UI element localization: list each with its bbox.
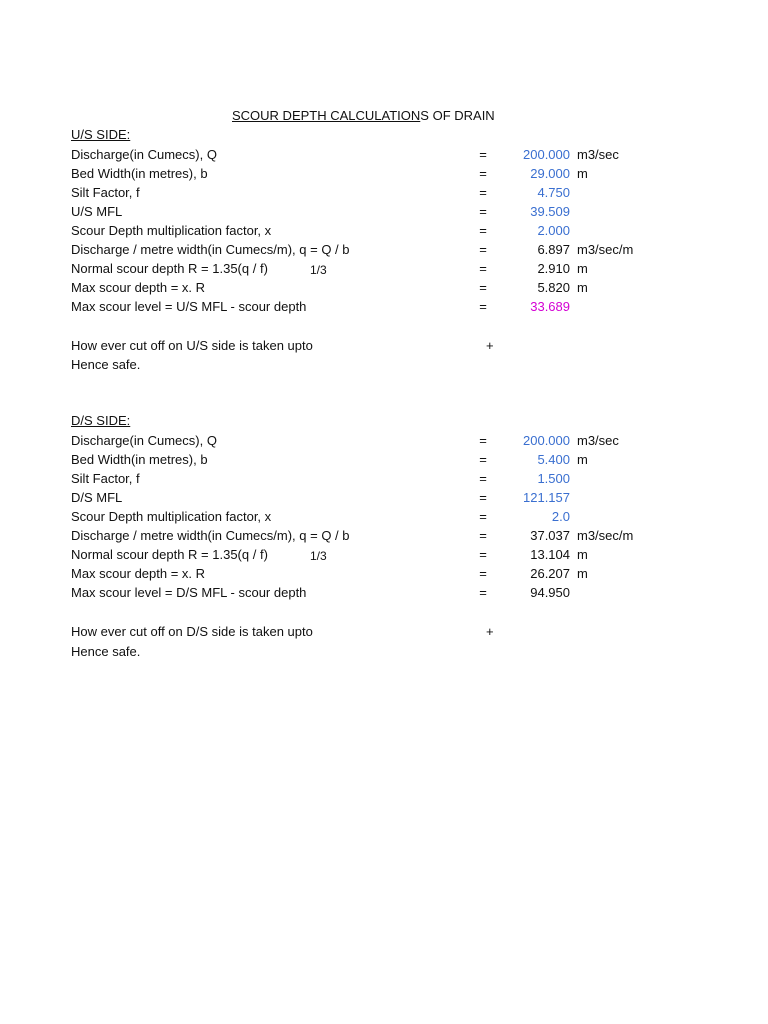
row-value: 33.689 (530, 299, 570, 314)
row-unit: m (577, 261, 588, 276)
row-unit: m (577, 566, 588, 581)
row-value: 200.000 (523, 433, 570, 448)
row-equals: = (479, 185, 487, 200)
row-value: 39.509 (530, 204, 570, 219)
row-exponent: 1/3 (310, 263, 327, 277)
us-row-bed-width (0, 164, 768, 183)
row-value: 121.157 (523, 490, 570, 505)
ds-row-max-scour-depth (0, 564, 768, 583)
row-equals: = (479, 166, 487, 181)
row-value: 4.750 (537, 185, 570, 200)
us-row-mfl (0, 202, 768, 221)
ds-safe-line (0, 642, 768, 661)
row-exponent: 1/3 (310, 549, 327, 563)
row-equals: = (479, 147, 487, 162)
row-value: 13.104 (530, 547, 570, 562)
row-value: 200.000 (523, 147, 570, 162)
row-unit: m (577, 452, 588, 467)
row-unit: m (577, 280, 588, 295)
row-label: Silt Factor, f (71, 185, 140, 200)
row-equals: = (479, 223, 487, 238)
row-value: 5.820 (537, 280, 570, 295)
title-underlined: SCOUR DEPTH CALCULATION (232, 108, 421, 123)
row-label: Max scour level = D/S MFL - scour depth (71, 585, 307, 600)
us-cutoff-line (0, 336, 768, 355)
row-value: 6.897 (537, 242, 570, 257)
safe-text: Hence safe. (71, 357, 141, 372)
row-unit: m (577, 547, 588, 562)
us-row-discharge (0, 145, 768, 164)
row-label: U/S MFL (71, 204, 123, 219)
title-rest: S OF DRAIN (420, 108, 495, 123)
row-equals: = (479, 585, 487, 600)
us-row-max-scour-depth (0, 278, 768, 297)
ds-row-discharge-per-width (0, 526, 768, 545)
row-label: Bed Width(in metres), b (71, 166, 208, 181)
ds-row-normal-scour-depth (0, 545, 768, 564)
row-value: 2.000 (537, 223, 570, 238)
row-label: Max scour level = U/S MFL - scour depth (71, 299, 307, 314)
row-value: 5.400 (537, 452, 570, 467)
row-unit: m3/sec (577, 147, 619, 162)
row-equals: = (479, 280, 487, 295)
row-equals: = (479, 471, 487, 486)
row-value: 29.000 (530, 166, 570, 181)
row-value: 2.910 (537, 261, 570, 276)
us-row-discharge-per-width (0, 240, 768, 259)
row-equals: = (479, 547, 487, 562)
row-unit: m (577, 166, 588, 181)
ds-row-discharge (0, 431, 768, 450)
ds-row-max-scour-level (0, 583, 768, 602)
row-label: Normal scour depth R = 1.35(q / f) (71, 547, 268, 562)
row-equals: = (479, 242, 487, 257)
row-value: 1.500 (537, 471, 570, 486)
row-label: Max scour depth = x. R (71, 566, 206, 581)
us-row-silt-factor (0, 183, 768, 202)
row-equals: = (479, 452, 487, 467)
row-label: Scour Depth multiplication factor, x (71, 509, 272, 524)
row-label: Scour Depth multiplication factor, x (71, 223, 272, 238)
plus-sign: + (486, 624, 494, 639)
row-equals: = (479, 566, 487, 581)
row-unit: m3/sec/m (577, 242, 634, 257)
us-safe-line (0, 355, 768, 374)
row-equals: = (479, 490, 487, 505)
row-equals: = (479, 299, 487, 314)
row-label: Discharge / metre width(in Cumecs/m), q = Q / b (71, 242, 350, 257)
ds-row-mfl (0, 488, 768, 507)
row-unit: m3/sec (577, 433, 619, 448)
row-equals: = (479, 509, 487, 524)
cutoff-text: How ever cut off on D/S side is taken upto (71, 624, 313, 639)
row-value: 37.037 (530, 528, 570, 543)
row-label: Discharge(in Cumecs), Q (71, 147, 217, 162)
page-title (232, 108, 495, 123)
ds-section-heading: D/S SIDE: (71, 413, 131, 428)
us-row-multiplication-factor (0, 221, 768, 240)
row-label: Bed Width(in metres), b (71, 452, 208, 467)
ds-row-silt-factor (0, 469, 768, 488)
ds-row-multiplication-factor (0, 507, 768, 526)
row-label: D/S MFL (71, 490, 123, 505)
us-section-heading: U/S SIDE: (71, 127, 131, 142)
safe-text: Hence safe. (71, 644, 141, 659)
row-unit: m3/sec/m (577, 528, 634, 543)
row-label: Normal scour depth R = 1.35(q / f) (71, 261, 268, 276)
row-equals: = (479, 204, 487, 219)
row-equals: = (479, 261, 487, 276)
row-value: 94.950 (530, 585, 570, 600)
row-label: Max scour depth = x. R (71, 280, 206, 295)
us-row-max-scour-level (0, 297, 768, 316)
cutoff-text: How ever cut off on U/S side is taken upto (71, 338, 313, 353)
row-equals: = (479, 433, 487, 448)
row-equals: = (479, 528, 487, 543)
ds-cutoff-line (0, 622, 768, 641)
row-label: Discharge / metre width(in Cumecs/m), q = Q / b (71, 528, 350, 543)
row-value: 2.0 (551, 509, 570, 524)
row-label: Discharge(in Cumecs), Q (71, 433, 217, 448)
ds-row-bed-width (0, 450, 768, 469)
plus-sign: + (486, 338, 494, 353)
row-value: 26.207 (530, 566, 570, 581)
us-row-normal-scour-depth (0, 259, 768, 278)
row-label: Silt Factor, f (71, 471, 140, 486)
